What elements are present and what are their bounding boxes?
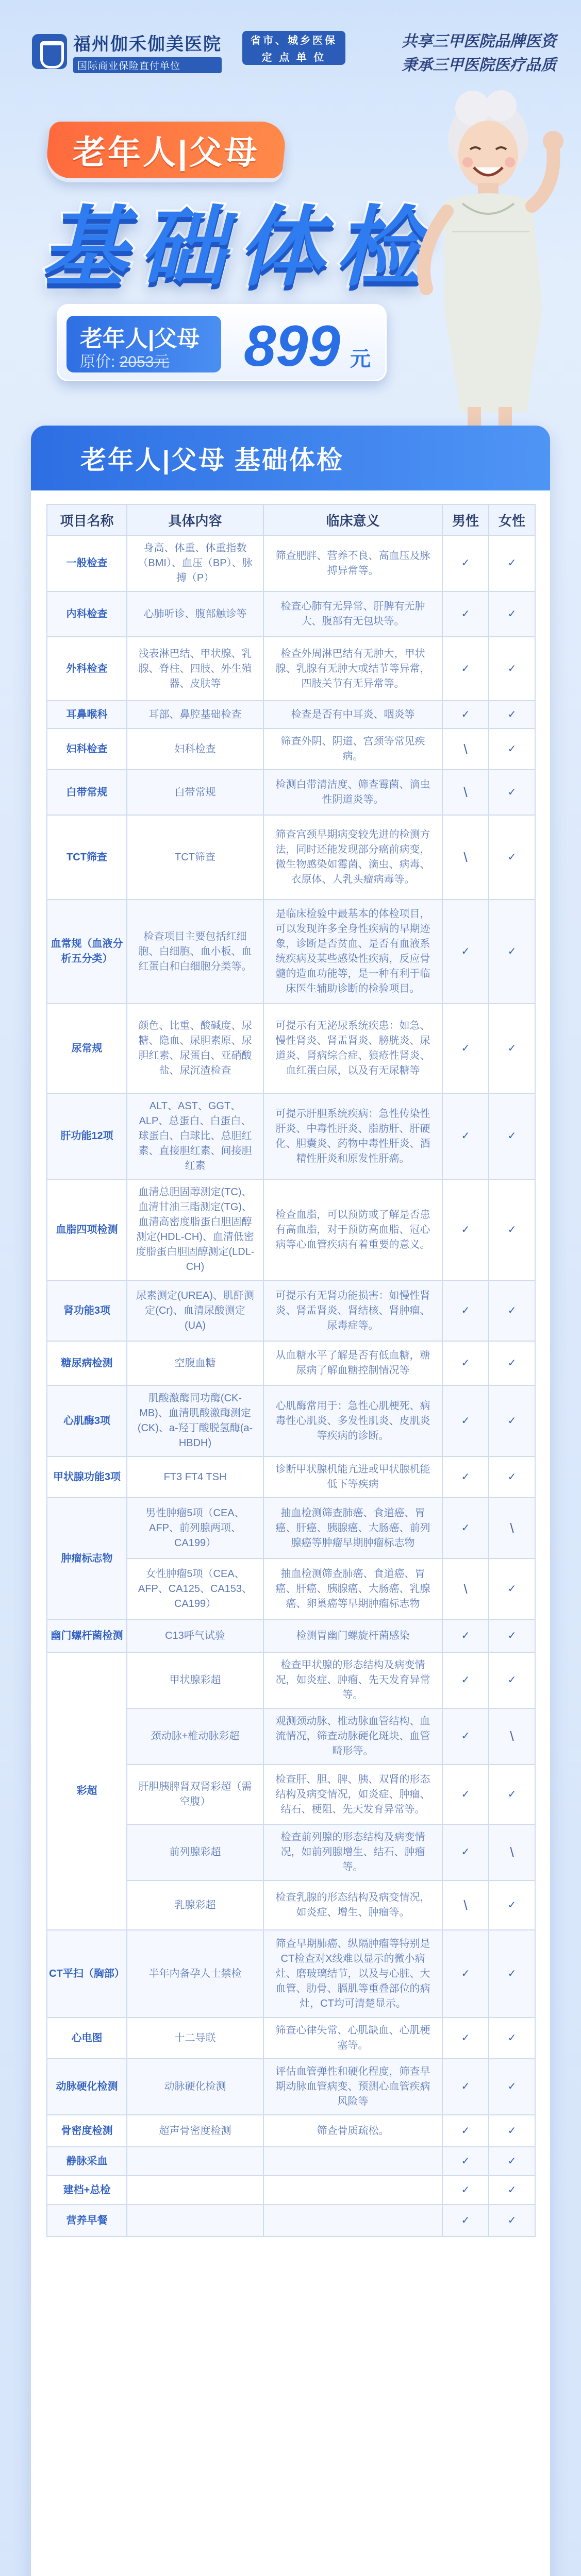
item-content: 肌酸激酶同功酶(CK-MB)、血清肌酸激酶测定(CK)、a-羟丁酸脱氢酶(a-HBDH)	[127, 1385, 263, 1456]
item-name: 心肌酶3项	[47, 1385, 127, 1456]
original-price-value: 2053元	[119, 353, 170, 370]
male-applicable-mark: ✓	[442, 1385, 489, 1456]
hospital-logo	[32, 30, 222, 73]
item-name: 幽门螺杆菌检测	[47, 1619, 127, 1652]
item-name: 糖尿病检测	[47, 1341, 127, 1385]
audience-title-text: 老年人|父母	[73, 134, 259, 171]
price-label-block	[67, 316, 221, 372]
male-applicable-mark: ✓	[442, 1456, 489, 1498]
item-content: 半年内备孕人士禁检	[127, 1930, 263, 2018]
female-applicable-mark: ✓	[489, 1456, 535, 1498]
col-header-item: 项目名称	[47, 504, 127, 535]
male-applicable-mark: ✓	[442, 1341, 489, 1385]
item-name: 尿常规	[47, 1004, 127, 1093]
male-applicable-mark: ✓	[442, 1824, 489, 1880]
exam-card-title: 老年人|父母 基础体检	[80, 446, 344, 474]
col-header-female: 女性	[489, 504, 535, 535]
male-applicable-mark: ✓	[442, 1280, 489, 1341]
male-applicable-mark: ✓	[442, 1498, 489, 1558]
table-row	[47, 535, 535, 591]
col-header-content: 具体内容	[127, 504, 263, 535]
item-content: 动脉硬化检测	[127, 2059, 263, 2115]
item-meaning: 检查前列腺的形态结构及病变情况，如前列腺增生、结石、肿瘤等。	[263, 1824, 442, 1880]
exam-card-header	[31, 426, 550, 490]
item-content: 身高、体重、体重指数（BMI）、血压（BP）、脉搏（P）	[127, 535, 263, 591]
item-name: 妇科检查	[47, 728, 127, 770]
male-applicable-mark: ✓	[442, 637, 489, 701]
item-meaning: 可提示有无泌尿系统疾患：如急、慢性肾炎、肾盂肾炎、膀胱炎、尿道炎、肾病综合症、狼疮性肾炎、血红蛋白尿，以及有无尿糖等	[263, 1004, 442, 1093]
item-name: 白带常规	[47, 770, 127, 815]
male-applicable-mark: ✓	[442, 1708, 489, 1765]
female-applicable-mark: ✓	[489, 591, 535, 637]
item-meaning: 检查肝、胆、脾、胰、双肾的形态结构及病变情况，如炎症、肿瘤、结石、梗阻、先天发育异常等。	[263, 1765, 442, 1824]
female-applicable-mark: \	[489, 1498, 535, 1558]
item-content: TCT筛查	[127, 815, 263, 900]
table-row	[47, 1004, 535, 1093]
item-name: 骨密度检测	[47, 2115, 127, 2147]
male-applicable-mark: ✓	[442, 900, 489, 1004]
male-applicable-mark: ✓	[442, 2018, 489, 2059]
item-meaning: 检查血脂，可以预防或了解是否患有高血脂，对于预防高血脂、冠心病等心血管疾病有着重要的意义。	[263, 1179, 442, 1280]
table-row	[47, 1280, 535, 1341]
female-applicable-mark: ✓	[489, 1093, 535, 1179]
header-slogan	[402, 30, 556, 77]
price-panel	[57, 304, 387, 381]
insurance-badge	[242, 31, 345, 65]
table-row	[47, 1930, 535, 2018]
male-applicable-mark: ✓	[442, 1619, 489, 1652]
table-row	[47, 2176, 535, 2205]
table-row	[47, 2018, 535, 2059]
female-applicable-mark: ✓	[489, 637, 535, 701]
male-applicable-mark: ✓	[442, 1930, 489, 2018]
price-label: 老年人|父母	[80, 326, 200, 351]
item-content: 颈动脉+椎动脉彩超	[127, 1708, 263, 1765]
table-row	[47, 1619, 535, 1652]
female-applicable-mark: ✓	[489, 770, 535, 815]
item-content: 白带常规	[127, 770, 263, 815]
table-row	[47, 1456, 535, 1498]
male-applicable-mark: \	[442, 815, 489, 900]
item-meaning: 筛查外阴、阴道、宫颈等常见疾病。	[263, 728, 442, 770]
male-applicable-mark: ✓	[442, 1093, 489, 1179]
item-content: 肝胆胰脾肾双肾彩超（需空腹）	[127, 1765, 263, 1824]
male-applicable-mark: ✓	[442, 2115, 489, 2147]
item-name: 血常规（血液分析五分类）	[47, 900, 127, 1004]
female-applicable-mark: \	[489, 1824, 535, 1880]
hospital-subtitle: 国际商业保险直付单位	[73, 57, 222, 73]
item-name: CT平扫（胸部）	[47, 1930, 127, 2018]
item-meaning: 筛查骨质疏松。	[263, 2115, 442, 2147]
item-meaning: 检查甲状腺的形态结构及病变情况，如炎症、肿瘤、先天发育异常等。	[263, 1652, 442, 1708]
male-applicable-mark: ✓	[442, 1179, 489, 1280]
item-name: 一般检查	[47, 535, 127, 591]
item-meaning: 诊断甲状腺机能亢进或甲状腺机能低下等疾病	[263, 1456, 442, 1498]
male-applicable-mark: \	[442, 728, 489, 770]
male-applicable-mark: \	[442, 770, 489, 815]
item-name: 耳鼻喉科	[47, 701, 127, 728]
item-content: 尿素测定(UREA)、肌酐测定(Cr)、血清尿酸测定(UA)	[127, 1280, 263, 1341]
table-row	[47, 1341, 535, 1385]
male-applicable-mark: ✓	[442, 1652, 489, 1708]
price-value: 899	[244, 314, 340, 378]
item-meaning: 可提示有无肾功能损害：如慢性肾炎、肾盂肾炎、肾结核、肾肿瘤、尿毒症等。	[263, 1280, 442, 1341]
item-content: 前列腺彩超	[127, 1824, 263, 1880]
audience-title	[44, 122, 288, 178]
item-content: 心肺听诊、腹部触诊等	[127, 591, 263, 637]
slogan-line-1: 共享三甲医院品牌医资	[402, 32, 556, 50]
female-applicable-mark: ✓	[489, 701, 535, 728]
item-meaning: 是临床检验中最基本的体检项目，可以发现许多全身性疾病的早期迹象，诊断是否贫血、是否有血液系统疾病及某些感染性疾病，反应骨髓的造血功能等，是一种有利于临床医生辅助诊断的检验项目。	[263, 900, 442, 1004]
female-applicable-mark: ✓	[489, 2176, 535, 2205]
item-content	[127, 2176, 263, 2205]
price-unit: 元	[350, 348, 371, 370]
item-name: 动脉硬化检测	[47, 2059, 127, 2115]
item-meaning: 检查外周淋巴结有无肿大，甲状腺、乳腺有无肿大或结节等异常，四肢关节有无异常等。	[263, 637, 442, 701]
male-applicable-mark: ✓	[442, 2176, 489, 2205]
item-meaning: 检测白带清洁度、筛查霉菌、滴虫性阴道炎等。	[263, 770, 442, 815]
table-row	[47, 815, 535, 900]
item-name: 肿瘤标志物	[47, 1498, 127, 1619]
female-applicable-mark: ✓	[489, 2147, 535, 2176]
table-row	[47, 591, 535, 637]
item-content: 乳腺彩超	[127, 1880, 263, 1930]
table-row	[47, 2147, 535, 2176]
item-name: 内科检查	[47, 591, 127, 637]
item-content: C13呼气试验	[127, 1619, 263, 1652]
insurance-line-1: 省市、城乡医保	[251, 35, 337, 46]
insurance-line-2: 定 点 单 位	[261, 52, 326, 63]
female-applicable-mark: ✓	[489, 1652, 535, 1708]
item-content: 男性肿瘤5项（CEA、AFP、前列腺两项、CA199）	[127, 1498, 263, 1558]
female-applicable-mark: ✓	[489, 1930, 535, 2018]
item-name: 建档+总检	[47, 2176, 127, 2205]
item-content: 颜色、比重、酸碱度、尿糖、隐血、尿胆素原、尿胆红素、尿蛋白、亚硝酸盐、尿沉渣检查	[127, 1004, 263, 1093]
male-applicable-mark: ✓	[442, 1004, 489, 1093]
female-applicable-mark: ✓	[489, 1179, 535, 1280]
male-applicable-mark: \	[442, 1880, 489, 1930]
col-header-male: 男性	[442, 504, 489, 535]
female-applicable-mark: ✓	[489, 1765, 535, 1824]
table-row	[47, 2205, 535, 2236]
slogan-line-2: 秉承三甲医院医疗品质	[402, 56, 556, 74]
item-name: 甲状腺功能3项	[47, 1456, 127, 1498]
item-meaning: 心肌酶常用于：急性心肌梗死、病毒性心肌炎、多发性肌炎、皮肌炎等疾病的诊断。	[263, 1385, 442, 1456]
table-row	[47, 701, 535, 728]
table-row	[47, 728, 535, 770]
original-price-label: 原价:	[80, 353, 115, 370]
female-applicable-mark: ✓	[489, 2115, 535, 2147]
item-meaning: 筛查宫颈早期病变较先进的检测方法，同时还能发现部分癌前病变，微生物感染如霉菌、滴虫、病毒、衣原体、人乳头瘤病毒等。	[263, 815, 442, 900]
item-content: 十二导联	[127, 2018, 263, 2059]
item-meaning: 抽血检测筛查肺癌、食道癌、胃癌、肝癌、胰腺癌、大肠癌、乳腺癌、卵巢癌等早期肿瘤标志物	[263, 1558, 442, 1619]
male-applicable-mark: ✓	[442, 1765, 489, 1824]
item-meaning: 抽血检测筛查肺癌、食道癌、胃癌、肝癌、胰腺癌、大肠癌、前列腺癌等肿瘤早期肿瘤标志物	[263, 1498, 442, 1558]
female-applicable-mark: ✓	[489, 2059, 535, 2115]
female-applicable-mark: ✓	[489, 1004, 535, 1093]
item-meaning: 筛查心律失常、心肌缺血、心肌梗塞等。	[263, 2018, 442, 2059]
exam-card	[31, 426, 550, 2576]
exam-table-header-row	[47, 504, 535, 535]
item-meaning: 筛查早期肺癌、纵隔肿瘤等特别是CT检查对X线难以显示的微小病灶、磨玻璃结节，以及与心脏、大血管、肋骨、膈肌等重叠部位的病灶，CT均可清楚显示。	[263, 1930, 442, 2018]
header	[0, 0, 581, 453]
item-meaning: 检查乳腺的形态结构及病变情况，如炎症、增生、肿瘤等。	[263, 1880, 442, 1930]
item-content: ALT、AST、GGT、ALP、总蛋白、白蛋白、球蛋白、白球比、总胆红素、直接胆红素、间接胆红素	[127, 1093, 263, 1179]
item-meaning	[263, 2147, 442, 2176]
item-meaning: 从血糖水平了解是否有低血糖，糖尿病了解血糖控制情况等	[263, 1341, 442, 1385]
item-meaning: 可提示肝胆系统疾病：急性传染性肝炎、中毒性肝炎、脂肪肝、肝硬化、胆囊炎、药物中毒性肝炎、酒精性肝炎和原发性肝癌。	[263, 1093, 442, 1179]
item-meaning: 检查是否有中耳炎、咽炎等	[263, 701, 442, 728]
item-name: 静脉采血	[47, 2147, 127, 2176]
male-applicable-mark: ✓	[442, 701, 489, 728]
female-applicable-mark: \	[489, 1708, 535, 1765]
item-meaning: 检查心肺有无异常、肝脾有无肿大、腹部有无包块等。	[263, 591, 442, 637]
female-applicable-mark: ✓	[489, 2205, 535, 2236]
item-name: TCT筛查	[47, 815, 127, 900]
male-applicable-mark: ✓	[442, 591, 489, 637]
original-price	[80, 349, 169, 371]
item-name: 营养早餐	[47, 2205, 127, 2236]
item-content: 甲状腺彩超	[127, 1652, 263, 1708]
female-applicable-mark: ✓	[489, 535, 535, 591]
male-applicable-mark: ✓	[442, 2147, 489, 2176]
female-applicable-mark: ✓	[489, 900, 535, 1004]
table-row	[47, 1385, 535, 1456]
table-row	[47, 900, 535, 1004]
item-name: 心电图	[47, 2018, 127, 2059]
item-name: 血脂四项检测	[47, 1179, 127, 1280]
female-applicable-mark: ✓	[489, 1619, 535, 1652]
item-content: 耳部、鼻腔基础检查	[127, 701, 263, 728]
item-content: FT3 FT4 TSH	[127, 1456, 263, 1498]
female-applicable-mark: ✓	[489, 815, 535, 900]
item-content: 空腹血糖	[127, 1341, 263, 1385]
item-meaning: 检测胃幽门螺旋杆菌感染	[263, 1619, 442, 1652]
item-content	[127, 2205, 263, 2236]
item-meaning: 评估血管弹性和硬化程度，筛查早期动脉血管病变、预测心血管疾病风险等	[263, 2059, 442, 2115]
female-applicable-mark: ✓	[489, 1558, 535, 1619]
col-header-meaning: 临床意义	[263, 504, 442, 535]
item-content: 妇科检查	[127, 728, 263, 770]
item-name: 外科检查	[47, 637, 127, 701]
table-row	[47, 1652, 535, 1708]
male-applicable-mark: ✓	[442, 2205, 489, 2236]
grandmother-illustration	[395, 77, 566, 453]
hospital-name: 福州伽禾伽美医院	[73, 35, 222, 54]
item-name: 肾功能3项	[47, 1280, 127, 1341]
table-row	[47, 2059, 535, 2115]
item-content: 血清总胆固醇测定(TC)、血清甘油三酯测定(TG)、血清高密度脂蛋白胆固醇测定(HDL-CH)、血清低密度脂蛋白胆固醇测定(LDL-CH)	[127, 1179, 263, 1280]
item-meaning: 观测颈动脉、椎动脉血管结构、血流情况，筛查动脉硬化斑块、血管畸形等。	[263, 1708, 442, 1765]
item-content: 浅表淋巴结、甲状腺、乳腺、脊柱、四肢、外生殖器、皮肤等	[127, 637, 263, 701]
female-applicable-mark: ✓	[489, 1341, 535, 1385]
female-applicable-mark: ✓	[489, 728, 535, 770]
male-applicable-mark: ✓	[442, 535, 489, 591]
item-name: 肝功能12项	[47, 1093, 127, 1179]
package-title: 基础体检	[41, 199, 433, 296]
exam-table-body	[47, 535, 535, 2236]
female-applicable-mark: ✓	[489, 1385, 535, 1456]
table-row	[47, 770, 535, 815]
table-row	[47, 2115, 535, 2147]
table-row	[47, 637, 535, 701]
table-row	[47, 1498, 535, 1558]
female-applicable-mark: ✓	[489, 1280, 535, 1341]
item-meaning	[263, 2205, 442, 2236]
female-applicable-mark: ✓	[489, 2018, 535, 2059]
item-content: 女性肿瘤5项（CEA、AFP、CA125、CA153、CA199）	[127, 1558, 263, 1619]
hospital-logo-icon	[32, 34, 67, 69]
exam-table	[46, 504, 536, 2237]
male-applicable-mark: ✓	[442, 2059, 489, 2115]
item-meaning: 筛查肥胖、营养不良、高血压及脉搏异常等。	[263, 535, 442, 591]
item-content: 检查项目主要包括红细胞、白细胞、血小板、血红蛋白和白细胞分类等。	[127, 900, 263, 1004]
table-row	[47, 1093, 535, 1179]
item-content: 超声骨密度检测	[127, 2115, 263, 2147]
item-content	[127, 2147, 263, 2176]
female-applicable-mark: ✓	[489, 1880, 535, 1930]
table-row	[47, 1179, 535, 1280]
male-applicable-mark: \	[442, 1558, 489, 1619]
item-name: 彩超	[47, 1652, 127, 1930]
item-meaning	[263, 2176, 442, 2205]
